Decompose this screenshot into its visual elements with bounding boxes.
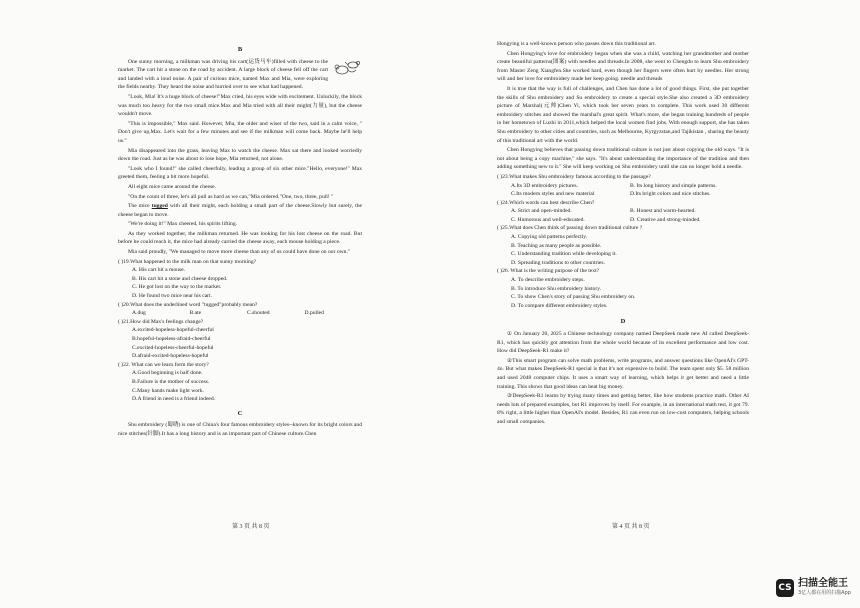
option-row bbox=[511, 190, 749, 199]
option: B. Its long history and simple patterns. bbox=[630, 182, 717, 189]
option: D.A friend in need is a friend indeed. bbox=[132, 396, 216, 403]
option: A.Its 3D embroidery pictures. bbox=[511, 182, 578, 189]
option: B.ate bbox=[189, 310, 202, 317]
brand-name: 扫描全能王 bbox=[798, 578, 848, 589]
option: A. His cart hit a mouse. bbox=[132, 267, 185, 274]
b-paragraph-tugged bbox=[118, 202, 362, 219]
question-25: ( )25.What does Chen think of passing down traditional culture ? bbox=[497, 225, 643, 232]
question-21: ( )21.How did Max's feelings change? bbox=[118, 318, 204, 325]
section-c-heading: C bbox=[237, 409, 243, 417]
option: C.shouted bbox=[247, 310, 270, 317]
b-paragraph: "This is impossible," Max said. However, Mia, the older and wiser of the two, said in a calm voice, " Don't give up,Max. Let's wait for a few minutes and see if the milkman will come back. Maybe he'll help us." bbox=[118, 120, 362, 144]
c-paragraph: Hongying is a well-known person who passes down this traditional art. bbox=[497, 41, 656, 47]
option: D.afraid-excited-hopeless-hopeful bbox=[132, 353, 209, 360]
mice-illustration bbox=[332, 58, 362, 78]
d-paragraph: ②This smart program can solve math problems, write programs, and answer questions like OpenAI's GPT-4o. But what makes DeepSeek-R1 special is that it's not expensive to build. The team spent only $5. 58 million and used 2048 computer chips. It uses a smart way of learning, which helps it get better and need a little training. This shows that good ideas can beat big money. bbox=[497, 357, 749, 390]
option: A. Strict and open-minded. bbox=[511, 208, 572, 215]
c-paragraph: Shu embroidery (蜀绣) is one of China's four famous embroidery styles--known for its bright colors and nice stitches(针脚).It has a long history and is an important part of Chinese culture.Chen bbox=[118, 422, 362, 437]
c-paragraph: Chen Hongying's love for embroidery began when she was a child, watching her grandmother and mother create beautiful patterns(图案) with needles and threads.In 2008, she went to Chengdu to learn Shu embroidery from Master Zeng Xiangfen.She worked hard, even though her fingers were often hurt by needles. Her strong will and her love for embroidery made her keep going. needle and threads bbox=[497, 50, 749, 83]
option: C.Its modern styles and new material bbox=[511, 191, 595, 198]
option: A. To describe embroidery steps. bbox=[511, 277, 585, 284]
option: A. Copying old patterns perfectly. bbox=[511, 234, 588, 241]
b-paragraph: "We're doing it!" Max cheered, his spirits lifting. bbox=[128, 221, 238, 228]
page-footer-left: 第 3 页 共 8 页 bbox=[232, 524, 270, 530]
option: D.pulled bbox=[304, 310, 324, 317]
text-span: with all their might, each holding a small part of the cheese.Slowly but surely, the cheese began to move. bbox=[118, 203, 363, 218]
section-d-heading: D bbox=[620, 318, 626, 326]
underlined-word: tugged bbox=[151, 203, 168, 210]
scanner-watermark bbox=[776, 578, 851, 597]
option: B. To introduce Shu embroidery history. bbox=[511, 285, 602, 292]
question-24: ( )24.Which words can best describe Chen? bbox=[497, 199, 595, 206]
page-footer-right: 第 4 页 共 8 页 bbox=[612, 524, 650, 530]
question-19: ( )19.What happened to the milk man on that sunny morning? bbox=[118, 258, 257, 265]
question-26: ( )26. What is the writing purpose of the text? bbox=[497, 268, 600, 275]
option: B. Teaching as many people as possible. bbox=[511, 242, 602, 249]
option: A.dug bbox=[132, 310, 146, 317]
question-20: ( )20.What does the underlined word "tugged"probably mean? bbox=[118, 301, 258, 308]
option-row bbox=[511, 182, 749, 191]
b-paragraph: Mia said proudly, "We managed to move more cheese than any of us could have done on our own." bbox=[128, 249, 351, 256]
option-row bbox=[132, 309, 362, 318]
c-paragraph: It is true that the way is full of challenges, and Chen has done a lot of good things. First, she put together the skills of Shu embroidery and Su embroidery to create a special style.She also created a 3D embroidery picture of Marshal(元帅)Chen Yi, which took her seven years to complete. This work used 30 different embroidery stitches and showed the marshal's great spirit. What's more, she began training hundreds of people in her hometown of Luzhi in 2011,which helped the local women find jobs. With enough support, she has taken Shu embroidery to other cities and countries, such as Melbourne, Kyrgyzstan,and Tajikistan , sharing the beauty of this traditional art with the world. bbox=[497, 85, 749, 144]
option: C. To show Chen's story of passing Shu embroidery on. bbox=[511, 294, 636, 301]
camscanner-logo-icon: CS bbox=[776, 579, 794, 597]
option: D. Spreading traditions to other countries. bbox=[511, 259, 605, 266]
b-paragraph: As they worked together, the milkman returned. He was looking for his lost cheese on the road. But before he could reach it, the mice had already carried the cheese away, each mouse holding a piece. bbox=[118, 230, 362, 246]
option: D. To compare different embroidery styles. bbox=[511, 302, 608, 309]
option: B.hopeful-hopeless-afraid-cheerful bbox=[132, 336, 211, 342]
option: C.Many hands make light work. bbox=[132, 387, 205, 394]
option-row bbox=[511, 216, 749, 225]
option: D. He found two mice near his cart. bbox=[132, 293, 212, 300]
option: C. Humorous and well-educated. bbox=[511, 216, 585, 223]
brand-tagline: 3亿人都在用的扫描App bbox=[798, 590, 851, 596]
option: C.excited-hopeless-cheerful-hopeful bbox=[132, 344, 214, 351]
option: C. Understanding tradition while developing it. bbox=[511, 251, 617, 258]
option: C. He got lost on the way to the market. bbox=[132, 284, 222, 291]
right-column bbox=[497, 40, 749, 600]
d-paragraph: ① On January 20, 2025 a Chinese technology company named DeepSeek made new AI called DeepSeek-R1, which has quickly got attention from the whole world because of its excellent performance and low cost. How did DeepSeek-R1 make it? bbox=[497, 331, 749, 355]
option: B.Failure is the mother of success. bbox=[132, 378, 210, 385]
b-paragraph: "On the count of three, let's all pull as hard as we can,"Mia ordered."One, two, three, pull! " bbox=[128, 193, 334, 200]
b-paragraph: "Look, Mia! It's a huge block of cheese!"Max cried, his eyes wide with excitement. Unluckily, the block was much too heavy for the two small mice.Max and Mia tried with all their might(力量), but the cheese wouldn't move. bbox=[118, 93, 362, 118]
b-paragraph: All eight mice came around the cheese. bbox=[128, 183, 217, 190]
c-paragraph: Chen Hongying believes that passing down traditional culture is not just about copying the old ways. "It is not about being a copy machine," she says. "It's about understanding the importance of the tradition and then adding something new to it." She will keep working on Shu embroidery until she can no longer hold a needle. bbox=[497, 147, 749, 171]
option-row bbox=[511, 207, 749, 216]
question-22: ( )22. What can we learn form the story? bbox=[118, 361, 209, 368]
option: D. Creative and strong-minded. bbox=[630, 216, 701, 223]
b-paragraph: One sunny morning, a milkman was driving his cart(运货马车)filled with cheese to the market. The cart hit a stone on the road by accident. A large block of cheese fell off the cart and landed with a loud noise. A pair of curious mice, named Max and Mia, were exploring the fields nearby. They heard the noise and hurried over to see what had happened. bbox=[118, 58, 328, 91]
b-paragraph: "Look who I found!" she called cheerfully, leading a group of six other mice."Hello, everyone!" Max greeted them, feeling a bit more hopeful. bbox=[118, 165, 362, 181]
option: B. His cart hit a stone and cheese dropped. bbox=[132, 275, 228, 282]
option: A.Good beginning is half done. bbox=[132, 370, 203, 377]
question-23: ( )23.What makes Shu embroidery famous according to the passage? bbox=[497, 173, 651, 180]
option: D.Its bright colors and nice stitches. bbox=[630, 191, 711, 198]
left-column bbox=[118, 0, 362, 560]
text-span: The mice bbox=[128, 203, 152, 210]
section-b-heading: B bbox=[237, 46, 243, 53]
b-paragraph: Mia disappeared into the grass, leaving Max to watch the cheese. Max sat there and looked worriedly down the road. Just as he was about to lose hope, Mia returned, not alone. bbox=[118, 147, 362, 163]
option: B. Honest and warm-hearted. bbox=[630, 208, 696, 215]
brand-text bbox=[798, 578, 851, 597]
d-paragraph: ③DeepSeek-R1 learns by trying many times and getting better, like how students practice math. Other AI needs lots of prepared examples, but R1 improves by itself. For example, in an international math test, it got 79. 8% right, a little higher than OpenAI's model. Besides, R1 can even run on low-cost computers, helping schools and small companies. bbox=[497, 393, 749, 425]
option: A.excited-hopeless-hopeful-cheerful bbox=[132, 327, 214, 334]
